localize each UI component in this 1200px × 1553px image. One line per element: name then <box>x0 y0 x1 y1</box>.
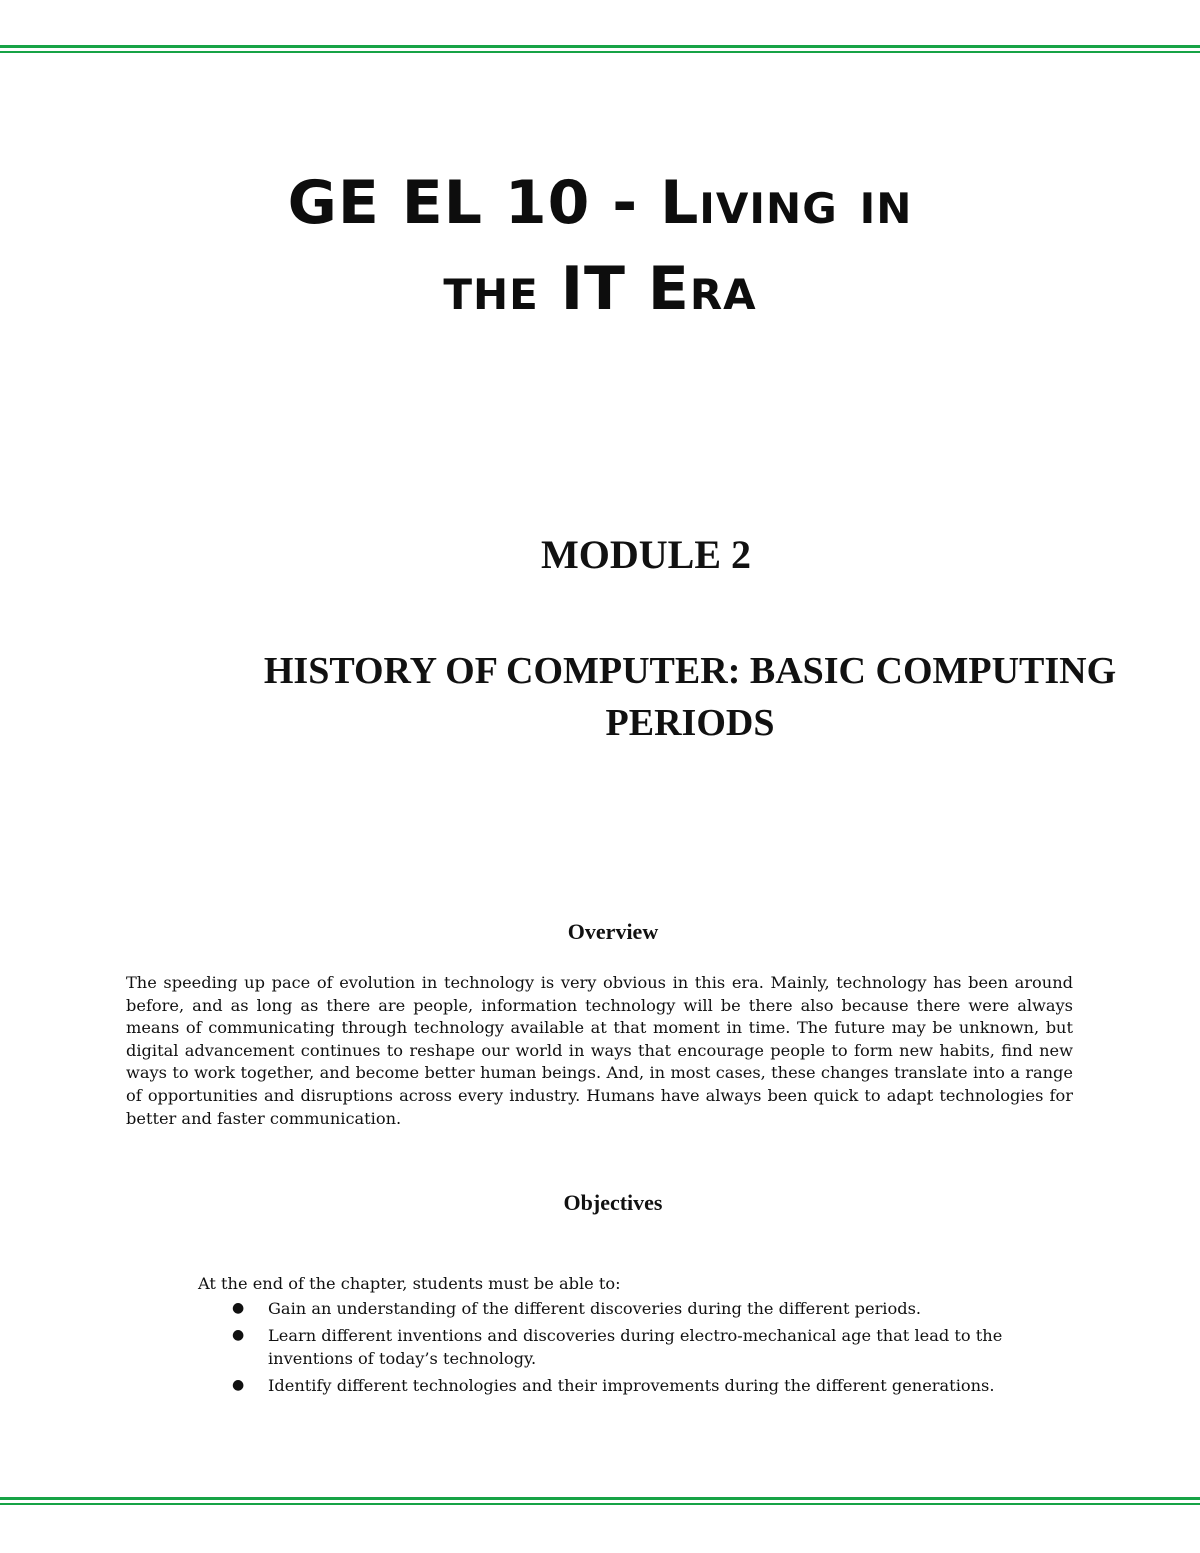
bullet-icon: ● <box>232 1377 245 1393</box>
overview-paragraph: The speeding up pace of evolution in technology is very obvious in this era. Mainly, technology has been around before, and as long as there are people, information technology will be there also because there were always means of communicating through technology available at that moment in time. The future may be unknown, but digital advancement continues to reshape our world in ways that encourage people to form new habits, find new ways to work together, and become better human beings. And, in most cases, these changes translate into a range of opportunities and disruptions across every industry. Humans have always been quick to adapt technologies for better and faster communication. <box>126 973 1073 1128</box>
objective-text: Gain an understanding of the different discoveries during the different periods. <box>268 1299 922 1318</box>
objective-item <box>198 1297 1078 1320</box>
top-border-line-thin <box>0 51 1200 53</box>
bullet-icon: ● <box>232 1300 245 1316</box>
top-border-rule <box>0 45 1200 55</box>
bullet-icon: ● <box>232 1327 245 1343</box>
course-title-line2-smallcaps: the IT Era <box>443 254 757 324</box>
course-title <box>0 160 1200 332</box>
bottom-border-rule <box>0 1497 1200 1507</box>
bottom-border-line-thin <box>0 1503 1200 1505</box>
module-title: HISTORY OF COMPUTER: BASIC COMPUTING PERIODS <box>263 650 1117 744</box>
overview-heading: Overview <box>567 919 659 944</box>
objective-item <box>198 1374 1078 1397</box>
objective-item <box>198 1324 1078 1370</box>
objectives-heading: Objectives <box>563 1190 663 1215</box>
course-title-prefix: GE EL 10 - <box>287 168 661 238</box>
objective-text: Identify different technologies and their improvements during the different generations. <box>268 1376 995 1395</box>
bottom-border-line-thick <box>0 1497 1200 1500</box>
objectives-list <box>198 1297 1078 1401</box>
top-border-line-thick <box>0 45 1200 48</box>
module-label: MODULE 2 <box>541 532 751 577</box>
objective-text: Learn different inventions and discoveries during electro-mechanical age that lead to the inventions of today’s technology. <box>268 1326 1003 1368</box>
course-title-line1-smallcaps: Living in <box>660 168 913 238</box>
objectives-intro: At the end of the chapter, students must be able to: <box>198 1274 621 1293</box>
